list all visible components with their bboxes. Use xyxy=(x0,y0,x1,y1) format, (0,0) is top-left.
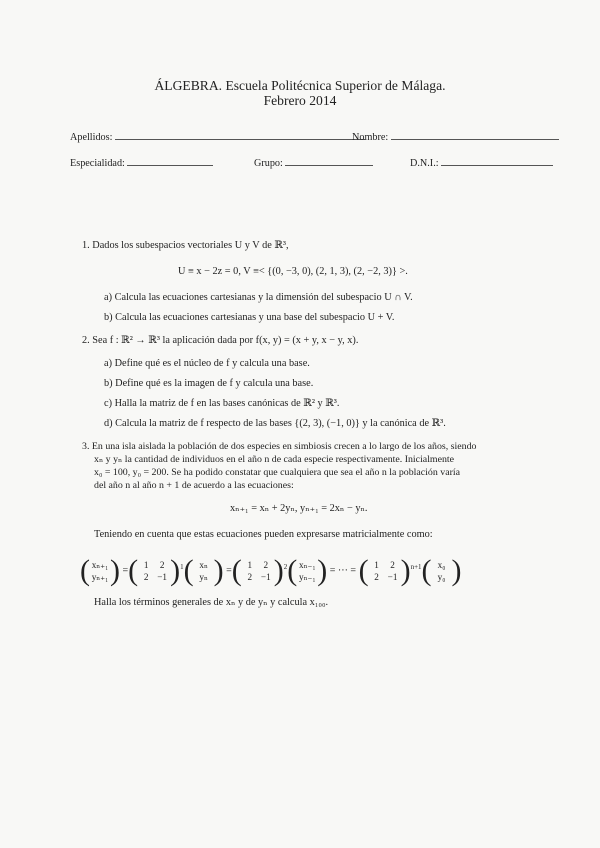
problem-3-line-4: del año n al año n + 1 de acuerdo a las ecuaciones: xyxy=(94,480,294,491)
problem-3-equation: xₙ₊₁ = xₙ + 2yₙ, yₙ₊₁ = 2xₙ − yₙ. xyxy=(230,503,368,514)
problem-2b: b) Define qué es la imagen de f y calcula una base. xyxy=(104,378,314,389)
dni-row xyxy=(410,156,553,169)
vector-n-minus-1: xₙ₋₁ yₙ₋₁ xyxy=(298,560,316,583)
exam-title xyxy=(0,78,600,108)
title-line-2: Febrero 2014 xyxy=(263,93,337,108)
problem-2a: a) Define qué es el núcleo de f y calcula una base. xyxy=(104,358,310,369)
vector-n: xₙ yₙ xyxy=(199,560,208,583)
vector-n-plus-1: xₙ₊₁ yₙ₊₁ xyxy=(91,560,109,583)
especialidad-label: Especialidad: xyxy=(70,158,125,169)
grupo-field[interactable] xyxy=(285,156,373,166)
problem-3-line-3: x₀ = 100, y₀ = 200. Se ha podido constatar que cualquiera que sea el año n la población varía xyxy=(94,467,461,478)
problem-2c: c) Halla la matriz de f en las bases canónicas de ℝ² y ℝ³. xyxy=(104,398,340,409)
title-line-1: ÁLGEBRA. Escuela Politécnica Superior de Málaga. xyxy=(154,78,446,93)
problem-1a: a) Calcula las ecuaciones cartesianas y la dimensión del subespacio U ∩ V. xyxy=(104,292,413,303)
apellidos-field[interactable] xyxy=(115,130,365,140)
nombre-label: Nombre: xyxy=(352,132,389,143)
apellidos-label: Apellidos: xyxy=(70,132,113,143)
problem-3-line-1: 3. En una isla aislada la población de dos especies en simbiosis crecen a lo largo de los años, siendo xyxy=(82,441,477,452)
nombre-field[interactable] xyxy=(391,130,559,140)
matrix-equation: ( xₙ₊₁ yₙ₊₁ ) =( 1 2 2 −1 )$^1$( xₙ yₙ ) =( 1 2 2 −1 )$^2$( xₙ₋₁ yₙ₋₁ ) = ··· = ( 1 2 2 −1 )$^{n+1}$( x₀ y₀ ) xyxy=(80,554,462,588)
apellidos-row xyxy=(70,130,365,143)
nombre-row xyxy=(352,130,559,143)
especialidad-row xyxy=(70,156,213,169)
dni-field[interactable] xyxy=(441,156,553,166)
matrix-a-2: 1 2 2 −1 xyxy=(247,560,271,583)
matrix-a-n: 1 2 2 −1 xyxy=(374,560,398,583)
problem-3-line-5: Teniendo en cuenta que estas ecuaciones pueden expresarse matricialmente como: xyxy=(94,529,433,540)
problem-2-intro: 2. Sea f : ℝ² → ℝ³ la aplicación dada por f(x, y) = (x + y, x − y, x). xyxy=(82,335,359,346)
matrix-a-1: 1 2 2 −1 xyxy=(143,560,168,583)
problem-1b: b) Calcula las ecuaciones cartesianas y una base del subespacio U + V. xyxy=(104,312,395,323)
problem-1-intro: 1. Dados los subespacios vectoriales U y V de ℝ³, xyxy=(82,240,289,251)
problem-1-equation: U ≡ x − 2z = 0, V ≡< {(0, −3, 0), (2, 1, 3), (2, −2, 3)} >. xyxy=(178,266,408,277)
vector-0: x₀ y₀ xyxy=(437,560,446,583)
problem-2d: d) Calcula la matriz de f respecto de las bases {(2, 3), (−1, 0)} y la canónica de ℝ³. xyxy=(104,418,446,429)
dni-label: D.N.I.: xyxy=(410,158,439,169)
grupo-row xyxy=(254,156,373,169)
grupo-label: Grupo: xyxy=(254,158,283,169)
ellipsis: = ··· = xyxy=(329,565,357,577)
problem-3-line-2: xₙ y yₙ la cantidad de individuos en el año n de cada especie respectivamente. Inicialmente xyxy=(94,454,455,465)
problem-3-last: Halla los términos generales de xₙ y de yₙ y calcula x₁₀₀. xyxy=(94,597,329,608)
especialidad-field[interactable] xyxy=(127,156,213,166)
